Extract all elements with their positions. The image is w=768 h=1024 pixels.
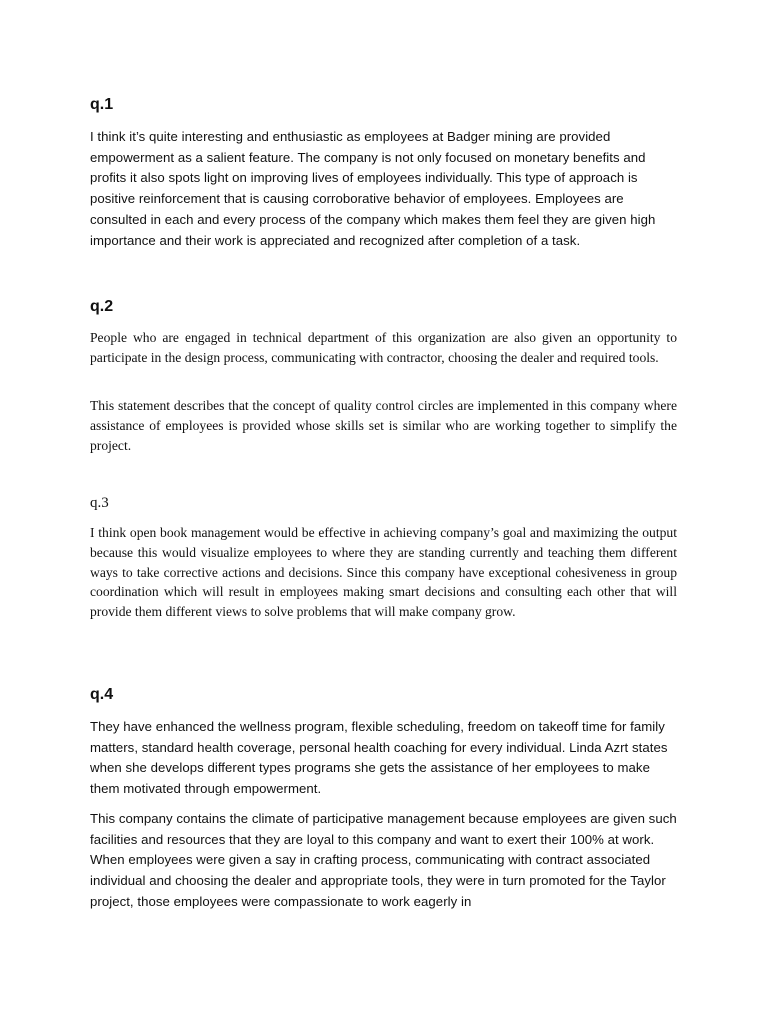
section-q3-paragraph: I think open book management would be effective in achieving company’s goal and maximizing the output because this would visualize employees to where they are standing currently and teaching them different ways to take corrective actions and decisions. Since this company have exceptional cohesiveness in group coordination which will result in employees making smart decisions and consulting each other that will provide them different views to solve problems that will make company grow. xyxy=(90,525,677,620)
section-heading-q1: q.1 xyxy=(90,96,114,113)
section-q1-paragraph: I think it’s quite interesting and enthusiastic as employees at Badger mining are provided empowerment as a salient feature. The company is not only focused on monetary benefits and profits it also spots light on improving lives of employees individually. This type of approach is positive reinforcement that is causing corroborative behavior of employees. Employees are consulted in each and every process of the company which makes them feel they are given high importance and their work is appreciated and recognized after completion of a task. xyxy=(90,129,656,248)
section-heading-q4: q.4 xyxy=(90,686,114,703)
section-q4-paragraph-1: They have enhanced the wellness program, flexible scheduling, freedom on takeoff time for family matters, standard health coverage, personal health coaching for every individual. Linda Azrt states when she develops different types programs she gets the assistance of her employees to make them motivated through empowerment. xyxy=(90,719,668,797)
section-q2-paragraph-1: People who are engaged in technical department of this organization are also given an opportunity to participate in the design process, communicating with contractor, choosing the dealer and required tools. xyxy=(90,330,677,365)
section-heading-q3: q.3 xyxy=(90,495,109,511)
section-q4-paragraph-2: This company contains the climate of participative management because employees are given such facilities and resources that they are loyal to this company and want to exert their 100% at work. When employees were given a say in crafting process, communicating with contract associated individual and choosing the dealer and appropriate tools, they were in turn promoted for the Taylor project, those employees were compassionate to work eagerly in xyxy=(90,811,677,909)
section-q2-paragraph-2: This statement describes that the concept of quality control circles are implemented in this company where assistance of employees is provided whose skills set is similar who are working together to simplify the project. xyxy=(90,398,677,453)
section-heading-q2: q.2 xyxy=(90,298,114,315)
